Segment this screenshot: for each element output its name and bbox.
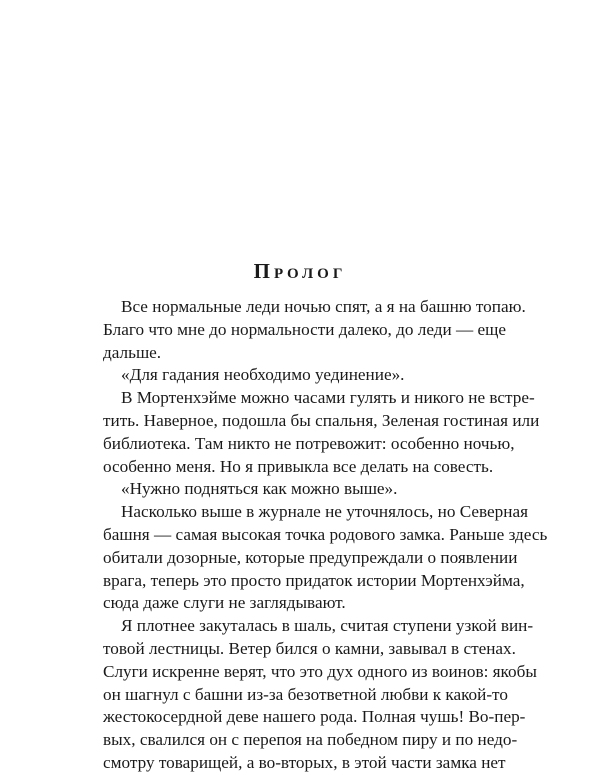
text-line: вых, свалился он с перепоя на победном пиру и по недо- — [103, 730, 518, 750]
text-line: «Для гадания необходимо уединение». — [121, 365, 405, 385]
text-line: библиотека. Там никто не потревожит: особенно ночью, — [103, 433, 515, 453]
text-line: Я плотнее закуталась в шаль, считая ступени узкой вин- — [121, 616, 534, 636]
text-line: Насколько выше в журнале не уточнялось, но Северная — [121, 502, 528, 522]
paragraph — [103, 501, 548, 615]
paragraph — [103, 296, 526, 364]
paragraph — [103, 387, 540, 478]
text-line: Слуги искренне верят, что это дух одного из воинов: якобы — [103, 661, 537, 681]
text-line: сюда даже слуги не заглядывают. — [103, 593, 346, 613]
text-line: жестокосердной деве нашего рода. Полная чушь! Во-пер- — [103, 707, 526, 727]
text-line: Благо что мне до нормальности далеко, до леди — еще — [103, 319, 506, 339]
paragraph — [103, 615, 537, 775]
text-line: товой лестницы. Ветер бился о камни, завывал в стенах. — [103, 638, 516, 658]
text-line: дальше. — [103, 342, 162, 362]
text-line: «Нужно подняться как можно выше». — [121, 479, 398, 499]
text-line: Все нормальные леди ночью спят, а я на башню топаю. — [121, 297, 526, 316]
text-line: В Мортенхэйме можно часами гулять и никого не встре- — [121, 388, 535, 408]
paragraph — [103, 364, 495, 387]
text-line: врага, теперь это просто придаток истории Мортенхэйма, — [103, 570, 525, 590]
chapter-title: Пролог — [253, 259, 347, 283]
text-line: обитали дозорные, которые предупреждали о появлении — [103, 547, 518, 567]
text-line: башня — самая высокая точка родового замка. Раньше здесь — [103, 524, 548, 544]
paragraph — [103, 478, 495, 501]
text-line: смотру товарищей, а во-вторых, в этой части замка нет — [103, 752, 506, 772]
text-line: тить. Наверное, подошла бы спальня, Зеленая гостиная или — [103, 410, 540, 430]
text-line: он шагнул с башни из-за безответной любви к какой-то — [103, 684, 508, 704]
text-line: особенно меня. Но я привыкла все делать на совесть. — [103, 456, 494, 476]
prologue-text — [103, 296, 548, 775]
